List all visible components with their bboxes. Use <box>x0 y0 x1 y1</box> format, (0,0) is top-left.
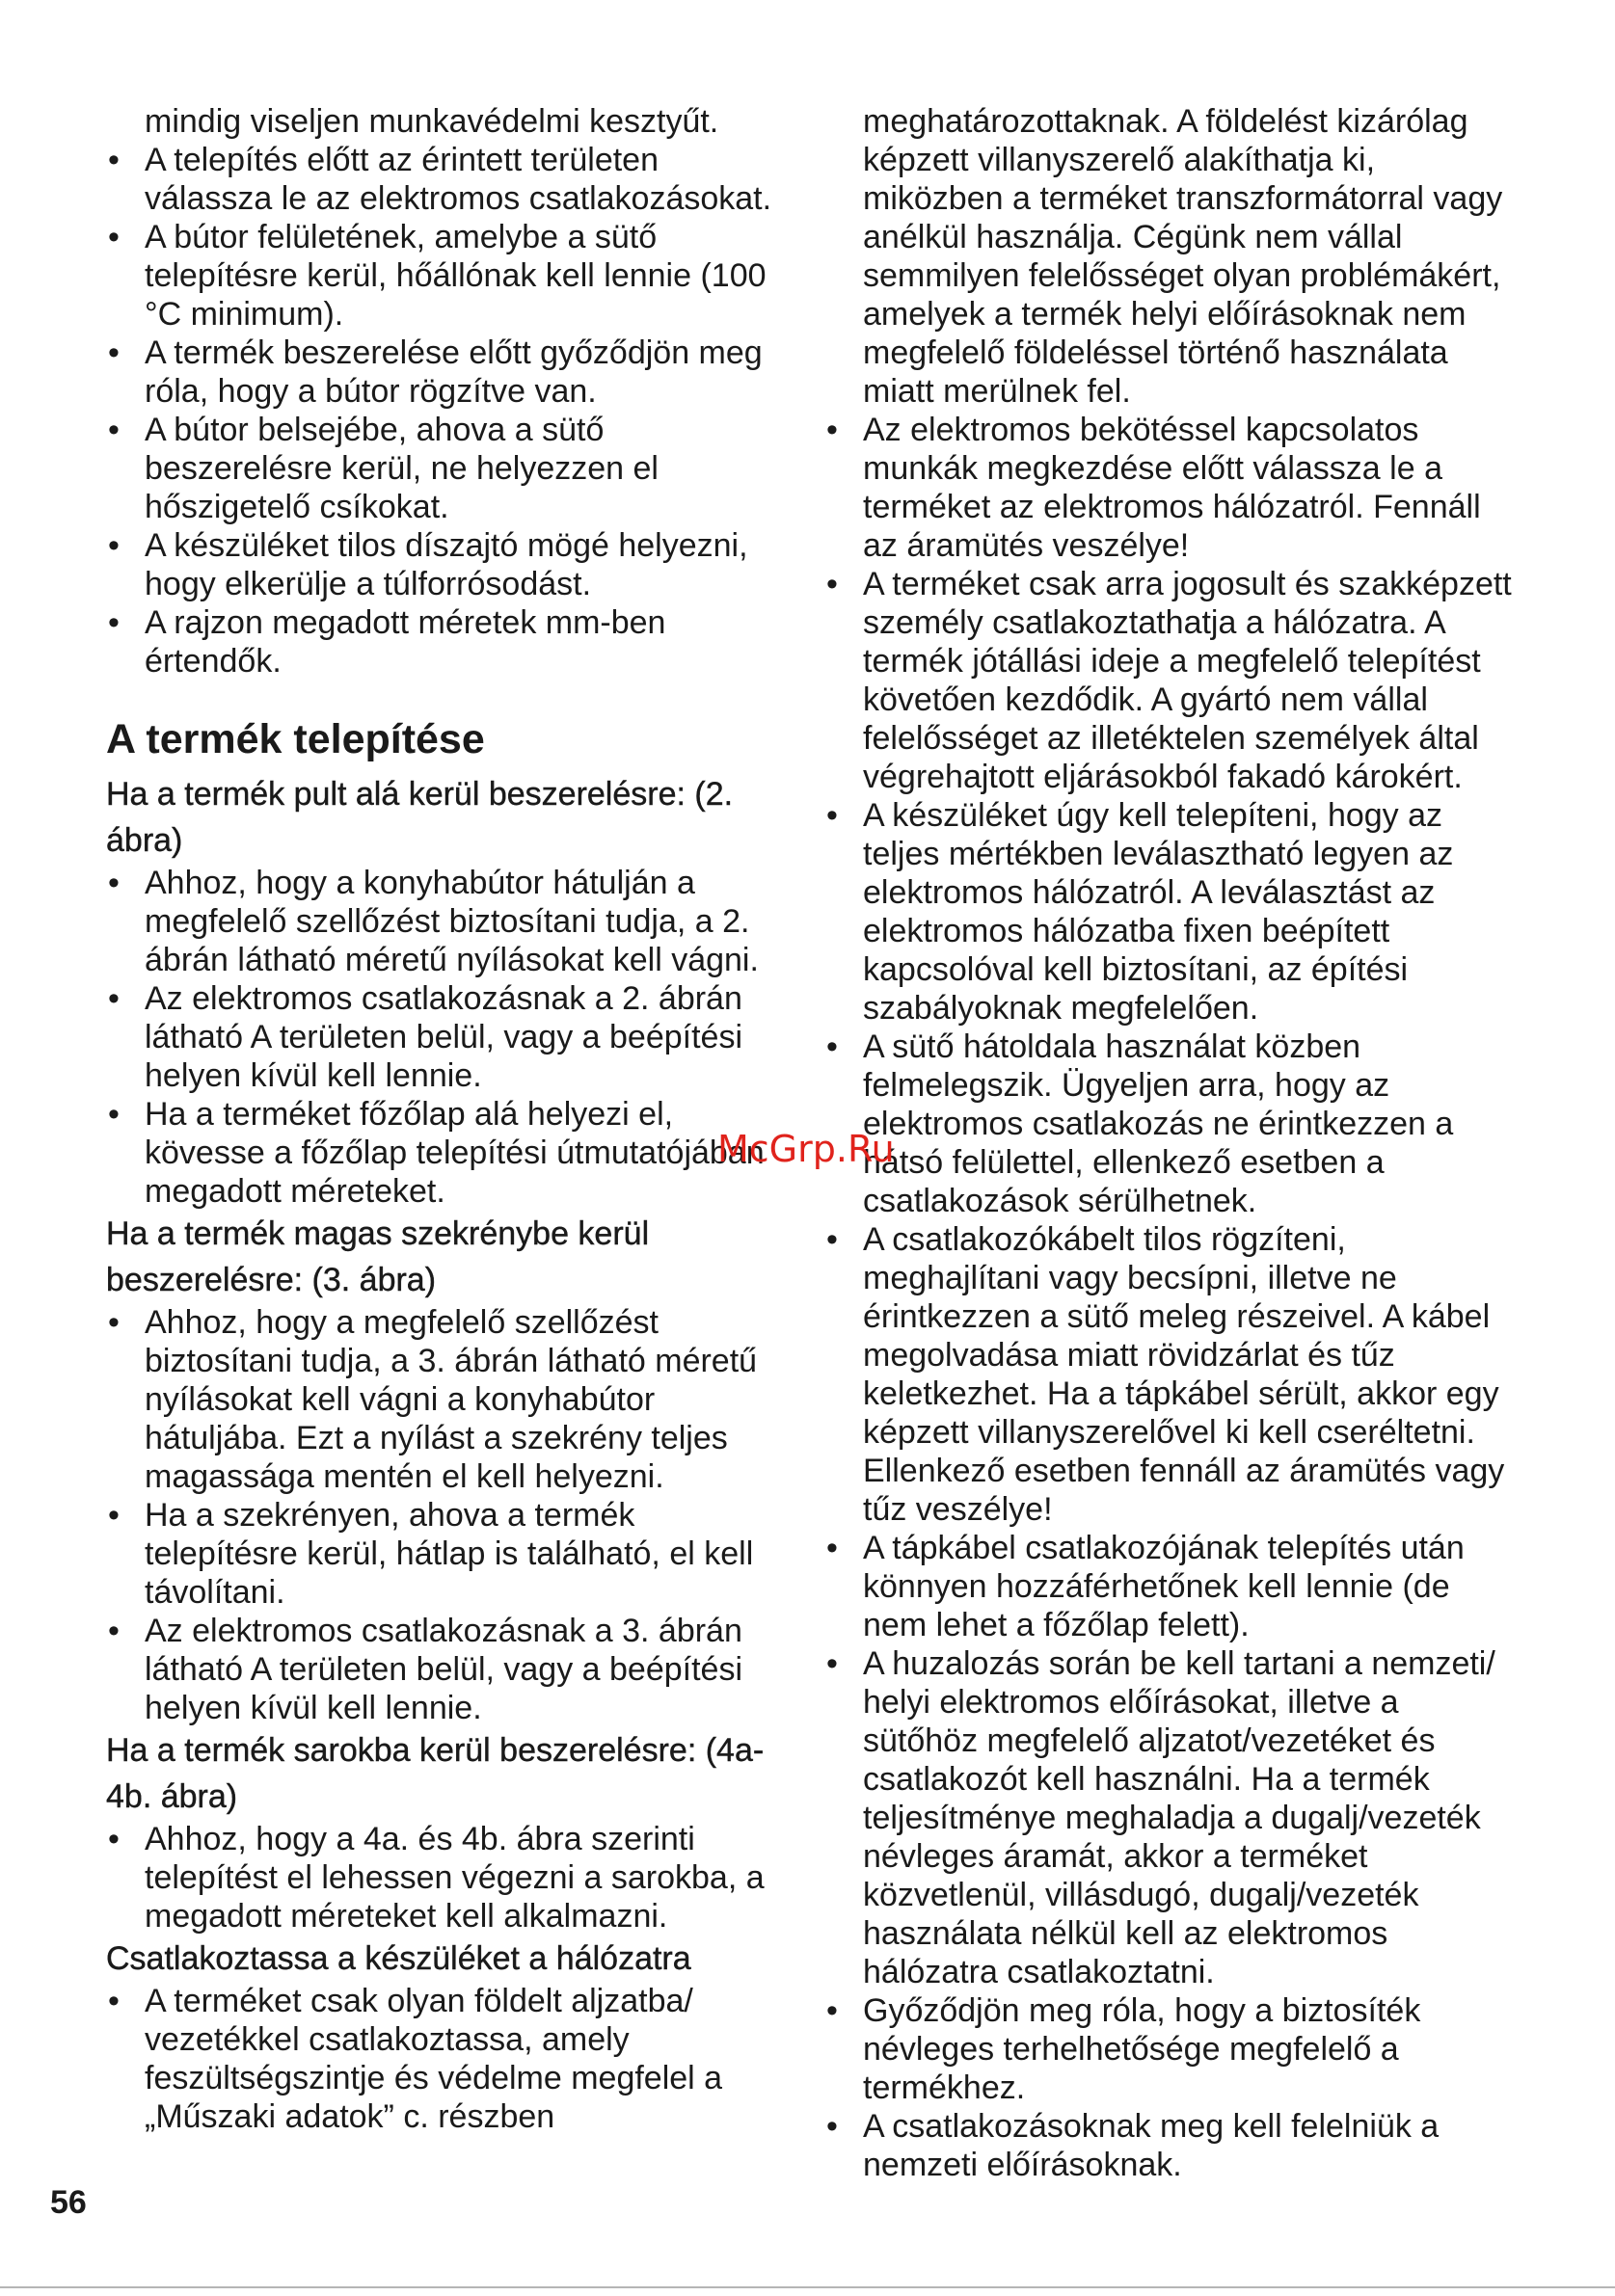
list-item-text: Ha a terméket főzőlap alá helyezi el, kövesse a főzőlap telepítési útmutatójában megadott méreteket. <box>145 1096 765 1210</box>
right-column <box>824 102 1519 2184</box>
list-item <box>106 411 781 526</box>
list-item-text: Az elektromos csatlakozásnak a 3. ábrán látható A területen belül, vagy a beépítési helyen kívül kell lennie. <box>145 1613 743 1726</box>
section-title: A termék telepítése <box>106 716 485 762</box>
bullet-icon: • <box>108 142 120 178</box>
tall-cabinet-bullet-list <box>106 1303 781 1727</box>
intro-continuation: mindig viseljen munkavédelmi kesztyűt. <box>145 103 719 140</box>
list-item-text: A tápkábel csatlakozójának telepítés után könnyen hozzáférhetőnek kell lennie (de nem lehet a főzőlap felett). <box>863 1530 1465 1643</box>
list-item-text: A csatlakozásoknak meg kell felelniük a nemzeti előírásoknak. <box>863 2108 1440 2183</box>
bullet-icon: • <box>826 412 838 448</box>
corner-bullet-list <box>106 1820 781 1936</box>
list-item <box>106 218 781 334</box>
bullet-icon: • <box>826 797 838 834</box>
list-item <box>824 1028 1519 1220</box>
connect-heading: Csatlakoztassa a készüléket a hálózatra <box>106 1940 691 1977</box>
list-item-text: Ahhoz, hogy a megfelelő szellőzést biztosítani tudja, a 3. ábrán látható méretű nyílásokat kell vágni a konyhabútor hátuljába. Ezt a nyílást a szekrény teljes magassága mentén el kell helyezni. <box>145 1304 758 1495</box>
connect-bullet-list <box>106 1982 781 2136</box>
bullet-icon: • <box>108 865 120 901</box>
list-item <box>824 1991 1519 2107</box>
bullet-icon: • <box>826 2108 838 2145</box>
list-item <box>106 864 781 979</box>
under-counter-heading: Ha a termék pult alá kerül beszerelésre: (2. ábra) <box>106 776 734 859</box>
list-item-text: Ahhoz, hogy a 4a. és 4b. ábra szerinti telepítést el lehessen végezni a sarokba, a megadott méreteket kell alkalmazni. <box>145 1821 765 1935</box>
list-item <box>106 1982 781 2136</box>
list-item-text: A bútor belsejébe, ahova a sütő beszerelésre kerül, ne helyezzen el hőszigetelő csíkokat. <box>145 412 659 525</box>
watermark-text: McGrp.Ru <box>717 1128 895 1170</box>
bullet-icon: • <box>108 1983 120 2019</box>
bullet-icon: • <box>108 527 120 564</box>
bullet-icon: • <box>108 980 120 1017</box>
list-item-text: A huzalozás során be kell tartani a nemzeti/ helyi elektromos előírásokat, illetve a sütőhöz megfelelő aljzatot/vezetéket és csatlakozót kell használni. Ha a termék teljesítménye meghaladja a dugalj/vezeték névleges áramát, akkor a terméket közvetlenül, villásdugó, dugalj/vezeték használata nélkül kell az elektromos hálózatra csatlakoztatni. <box>863 1645 1495 1990</box>
bottom-divider <box>0 2286 1615 2288</box>
list-item <box>106 1303 781 1496</box>
list-item-text: A terméket csak arra jogosult és szakképzett személy csatlakoztathatja a hálózatra. A termék jótállási ideje a megfelelő telepítést követően kezdődik. A gyártó nem vállal felelősséget az illetéktelen személyek által végrehajtott eljárásokból fakadó károkért. <box>863 566 1512 795</box>
bullet-icon: • <box>826 1992 838 2029</box>
list-item <box>824 1220 1519 1529</box>
page-number: 56 <box>50 2184 87 2221</box>
list-item <box>106 1095 781 1211</box>
bullet-icon: • <box>108 1304 120 1341</box>
bullet-icon: • <box>108 1497 120 1534</box>
list-item <box>106 1820 781 1936</box>
list-item <box>824 1529 1519 1644</box>
bullet-icon: • <box>826 1028 838 1065</box>
bullet-icon: • <box>826 1221 838 1258</box>
bullet-icon: • <box>826 566 838 602</box>
bullet-icon: • <box>108 412 120 448</box>
list-item-text: Az elektromos csatlakozásnak a 2. ábrán látható A területen belül, vagy a beépítési helyen kívül kell lennie. <box>145 980 743 1094</box>
list-item <box>106 979 781 1095</box>
bullet-icon: • <box>108 1613 120 1649</box>
corner-heading: Ha a termék sarokba kerül beszerelésre: (4a-4b. ábra) <box>106 1732 765 1815</box>
list-item <box>106 526 781 603</box>
bullet-icon: • <box>826 1530 838 1566</box>
intro-bullet-list <box>106 141 781 681</box>
bullet-icon: • <box>108 334 120 371</box>
bullet-icon: • <box>108 1821 120 1857</box>
list-item <box>106 1612 781 1727</box>
list-item-text: A rajzon megadott méretek mm-ben értendők. <box>145 604 666 680</box>
list-item-text: A terméket csak olyan földelt aljzatba/ vezetékkel csatlakoztassa, amely feszültségszintje és védelme megfelel a „Műszaki adatok” c. részben <box>145 1983 723 2135</box>
bullet-icon: • <box>108 219 120 255</box>
bullet-icon: • <box>108 1096 120 1133</box>
left-column <box>106 102 781 2136</box>
list-item-text: A telepítés előtt az érintett területen válassza le az elektromos csatlakozásokat. <box>145 142 772 217</box>
tall-cabinet-heading: Ha a termék magas szekrénybe kerül beszerelésre: (3. ábra) <box>106 1215 650 1298</box>
right-bullet-list <box>824 411 1519 2184</box>
list-item <box>106 334 781 411</box>
list-item <box>106 141 781 218</box>
list-item-text: Ahhoz, hogy a konyhabútor hátulján a megfelelő szellőzést biztosítani tudja, a 2. ábrán látható méretű nyílásokat kell vágni. <box>145 865 759 978</box>
list-item-text: Ha a szekrényen, ahova a termék telepítésre kerül, hátlap is található, el kell távolítani. <box>145 1497 754 1611</box>
list-item-text: Győződjön meg róla, hogy a biztosíték névleges terhelhetősége megfelelő a termékhez. <box>863 1992 1421 2106</box>
list-item <box>824 2107 1519 2184</box>
list-item-text: A csatlakozókábelt tilos rögzíteni, meghajlítani vagy becsípni, illetve ne érintkezzen a sütő meleg részeivel. A kábel megolvadása miatt rövidzárlat és tűz keletkezhet. Ha a tápkábel sérült, akkor egy képzett villanyszerelővel ki kell cseréltetni. Ellenkező esetben fennáll az áramütés vagy tűz veszélye! <box>863 1221 1505 1528</box>
list-item-text: A készüléket úgy kell telepíteni, hogy az teljes mértékben leválasztható legyen az elektromos hálózatról. A leválasztást az elektromos hálózatba fixen beépített kapcsolóval kell biztosítani, az építési szabályoknak megfelelően. <box>863 797 1454 1027</box>
bullet-icon: • <box>108 604 120 641</box>
list-item <box>824 411 1519 565</box>
list-item <box>106 603 781 681</box>
list-item-text: A bútor felületének, amelybe a sütő telepítésre kerül, hőállónak kell lennie (100 °C minimum). <box>145 219 767 333</box>
list-item <box>824 1644 1519 1991</box>
under-counter-bullet-list <box>106 864 781 1211</box>
list-item <box>824 565 1519 796</box>
list-item <box>106 1496 781 1612</box>
list-item-text: A sütő hátoldala használat közben felmelegszik. Ügyeljen arra, hogy az elektromos csatlakozás ne érintkezzen a hátsó felülettel, ellenkező esetben a csatlakozások sérülhetnek. <box>863 1028 1454 1219</box>
bullet-icon: • <box>826 1645 838 1682</box>
list-item <box>824 796 1519 1028</box>
list-item-text: A termék beszerelése előtt győződjön meg róla, hogy a bútor rögzítve van. <box>145 334 763 410</box>
list-item-text: Az elektromos bekötéssel kapcsolatos munkák megkezdése előtt válassza le a terméket az elektromos hálózatról. Fennáll az áramütés veszélye! <box>863 412 1481 564</box>
list-item-text: A készüléket tilos díszajtó mögé helyezni, hogy elkerülje a túlforrósodást. <box>145 527 748 602</box>
right-continuation: meghatározottaknak. A földelést kizárólag képzett villanyszerelő alakíthatja ki, miközben a terméket transzformátorral vagy anélkül használja. Cégünk nem vállal semmilyen felelősséget olyan problémákért, amelyek a termék helyi előírásoknak nem megfelelő földeléssel történő használata miatt merülnek fel. <box>863 103 1503 410</box>
